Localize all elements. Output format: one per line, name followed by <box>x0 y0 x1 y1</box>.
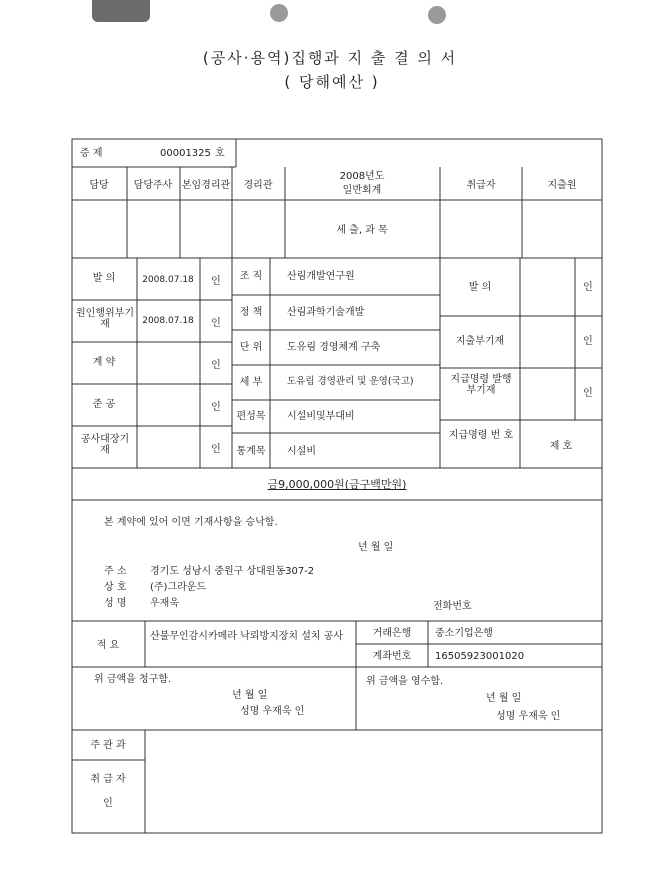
left-row-seal: 인 <box>211 276 221 287</box>
mid-row-label: 편성목 <box>236 411 266 422</box>
account-type: 일반회계 <box>342 185 382 196</box>
approval-col-chief: 담당주사 <box>133 180 173 191</box>
form-subtitle: ( 당해예산 ) <box>284 73 380 91</box>
company-label: 상 호 <box>104 582 127 593</box>
disburser-label: 지출원 <box>547 180 577 191</box>
right-row-label: 지출부기재 <box>455 336 505 347</box>
voucher-number-suffix: 호 <box>215 148 225 159</box>
name-label: 성 명 <box>104 598 127 609</box>
mid-row-value: 시설비및부대비 <box>287 411 355 422</box>
mid-row-label: 정 책 <box>239 307 263 318</box>
right-row-seal: 인 <box>583 388 593 399</box>
left-row-seal: 인 <box>211 444 221 455</box>
claim-date: 년 월 일 <box>232 690 268 701</box>
right-row-seal: 인 <box>583 282 593 293</box>
right-row-label: 지급명령 번 호 <box>448 430 514 441</box>
receipt-signer: 성명 우재욱 인 <box>496 711 561 722</box>
mid-row-label: 조 직 <box>239 271 263 282</box>
mid-row-label: 통계목 <box>236 446 266 457</box>
company-value: (주)그라운드 <box>150 582 207 593</box>
account-label: 계좌번호 <box>372 651 412 662</box>
mid-row-value: 도유림 경영관리 및 운영(국고) <box>287 376 414 387</box>
handler-label: 취 급 자 <box>90 774 126 785</box>
left-row-label: 준 공 <box>92 399 116 410</box>
total-amount: 금9,000,000원(금구백만원) <box>267 478 407 491</box>
bank-label: 거래은행 <box>372 628 412 639</box>
right-row-label: 발 의 <box>468 282 492 293</box>
address-label: 주 소 <box>104 566 127 577</box>
address-value: 경기도 성남시 중원구 상대원동307-2 <box>150 566 315 577</box>
right-row-label: 지급명령 발행부기재 <box>450 374 512 396</box>
left-row-label: 공사대장기 재 <box>80 434 130 456</box>
mid-row-label: 단 위 <box>239 342 263 353</box>
left-row-label: 발 의 <box>92 273 116 284</box>
left-row-seal: 인 <box>211 360 221 371</box>
fiscal-year: 2008년도 <box>339 171 385 182</box>
summary-description: 산불무인감시카메라 낙뢰방지장치 설치 공사 <box>150 631 344 642</box>
left-row-label: 원인행위부기 재 <box>76 308 134 330</box>
bank-value: 중소기업은행 <box>435 628 493 639</box>
receipt-statement: 위 금액을 영수함. <box>366 676 444 687</box>
approval-col-staff: 담당 <box>89 180 109 191</box>
contract-statement: 본 계약에 있어 이면 기재사항을 승낙함. <box>104 517 278 528</box>
form-title: (공사·용역)집행과 지 출 결 의 서 <box>202 49 458 67</box>
left-row-date: 2008.07.18 <box>142 275 194 285</box>
mid-row-value: 도유림 경영체계 구축 <box>287 342 381 353</box>
inspecting-dept-label: 주 관 과 <box>90 740 126 751</box>
summary-label: 적 요 <box>96 640 120 651</box>
contract-date: 년 월 일 <box>358 542 394 553</box>
left-row-label: 계 약 <box>92 357 116 368</box>
phone-label: 전화번호 <box>433 601 472 612</box>
voucher-number-label: 증 제 <box>80 148 103 159</box>
treasurer-label: 취급자 <box>466 180 496 191</box>
handler-seal: 인 <box>103 798 113 809</box>
account-value: 16505923001020 <box>435 651 525 662</box>
mid-row-label: 세 부 <box>239 377 263 388</box>
approval-col-accounting: 본임경리관 <box>181 180 231 191</box>
left-row-seal: 인 <box>211 402 221 413</box>
voucher-number-value: 00001325 <box>160 148 211 159</box>
budget-item-label: 세 출, 과 목 <box>336 225 388 236</box>
claim-statement: 위 금액을 청구함. <box>94 674 172 685</box>
name-value: 우재욱 <box>150 598 179 609</box>
right-row-seal: 인 <box>583 336 593 347</box>
payment-order-number: 제 호 <box>549 441 573 452</box>
approval-col-officer: 경리관 <box>243 180 273 191</box>
mid-row-value: 산림개발연구원 <box>287 271 355 282</box>
claim-signer: 성명 우재욱 인 <box>240 706 305 717</box>
left-row-seal: 인 <box>211 318 221 329</box>
receipt-date: 년 월 일 <box>486 693 522 704</box>
mid-row-value: 산림과학기술개발 <box>287 307 365 318</box>
left-row-date: 2008.07.18 <box>142 316 194 326</box>
mid-row-value: 시설비 <box>287 446 316 457</box>
